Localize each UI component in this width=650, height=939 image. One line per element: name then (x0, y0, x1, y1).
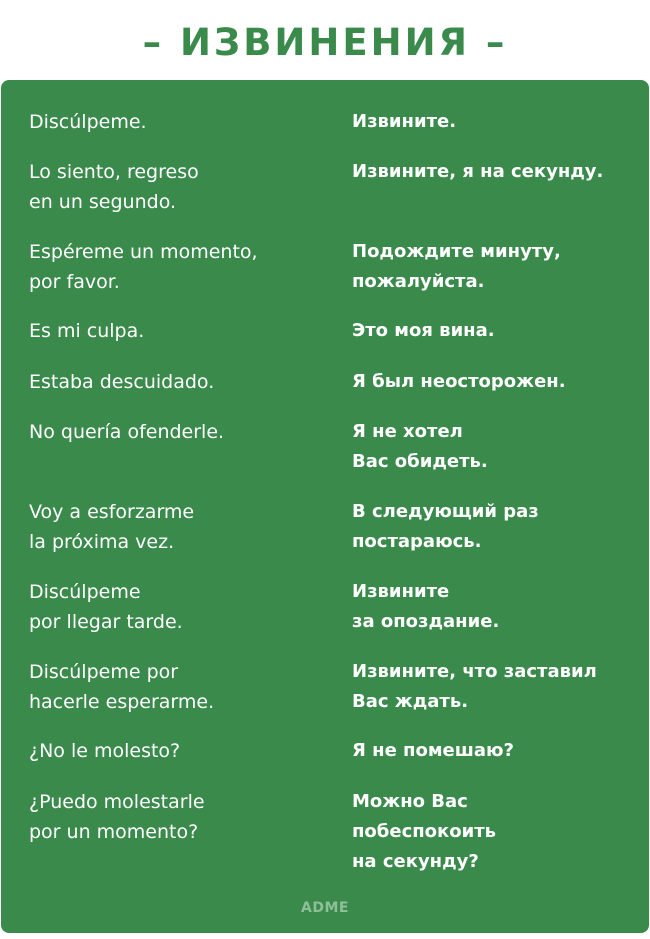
spanish-phrase: ¿Puedo molestarle por un momento? (29, 791, 205, 843)
russian-phrase: Извините. (352, 111, 457, 132)
russian-phrase: В следующий раз постараюсь. (352, 501, 539, 552)
spanish-phrase: Discúlpeme. (29, 111, 147, 133)
page-title: – ИЗВИНЕНИЯ – (142, 21, 508, 64)
russian-phrase: Извините, что заставил Вас ждать. (352, 661, 597, 712)
russian-phrase: Можно Вас побеспокоить на секунду? (352, 791, 497, 872)
russian-phrase: Подождите минуту, пожалуйста. (352, 241, 561, 292)
spanish-phrase: No quería ofenderle. (29, 421, 225, 443)
spanish-phrase: Voy a esforzarme la próxima vez. (29, 501, 195, 553)
spanish-phrase: Espéreme un momento, por favor. (29, 241, 258, 293)
russian-phrase: Извините, я на секунду. (352, 161, 604, 182)
russian-phrase: Извините за опоздание. (352, 581, 500, 632)
brand-logo: ADME (301, 900, 349, 916)
russian-phrase: Это моя вина. (352, 320, 495, 341)
spanish-phrase: Discúlpeme por llegar tarde. (29, 581, 183, 633)
spanish-phrase: Discúlpeme por hacerle esperarme. (29, 661, 215, 713)
phrase-card (1, 80, 649, 933)
spanish-phrase: Lo siento, regreso en un segundo. (29, 161, 199, 213)
russian-phrase: Я был неосторожен. (352, 371, 566, 392)
russian-phrase: Я не помешаю? (352, 740, 514, 761)
russian-phrase: Я не хотел Вас обидеть. (352, 421, 488, 472)
spanish-phrase: ¿No le molesto? (29, 740, 181, 762)
spanish-phrase: Es mi culpa. (29, 320, 145, 342)
spanish-phrase: Estaba descuidado. (29, 371, 215, 393)
